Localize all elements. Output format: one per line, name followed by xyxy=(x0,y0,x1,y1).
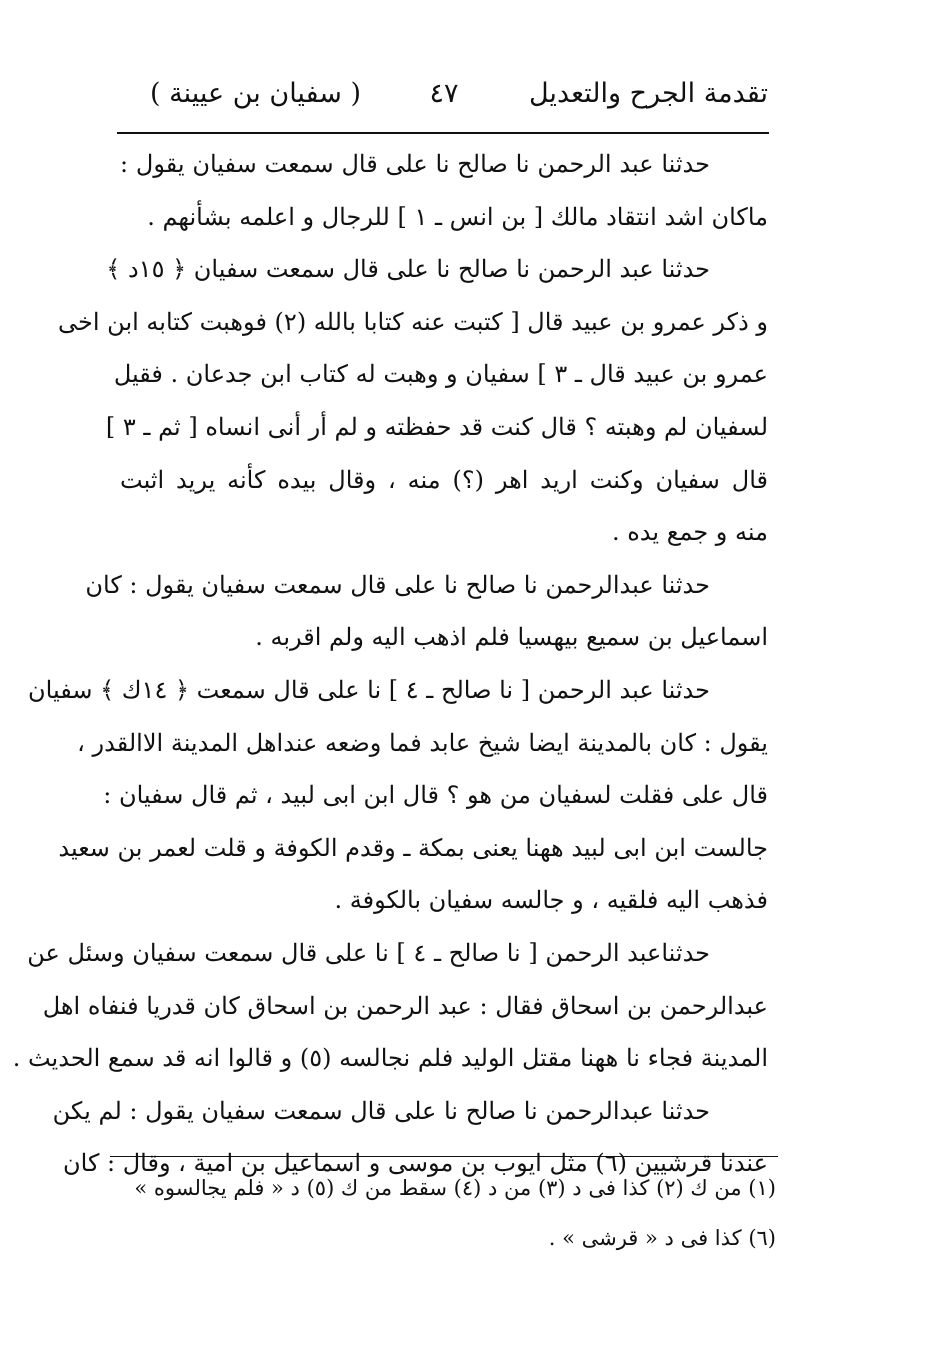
footnotes xyxy=(112,1163,776,1263)
text-line: فذهب اليه فلقيه ، و جالسه سفيان بالكوفة . xyxy=(334,886,768,915)
footnote-rule xyxy=(110,1156,778,1157)
text-line: اسماعيل بن سميع بيهسيا فلم اذهب اليه ولم اقربه . xyxy=(255,623,768,652)
text-line: حدثناعبد الرحمن [ نا صالح ـ ٤ ] نا على قال سمعت سفيان وسئل عن xyxy=(27,938,710,967)
text-line: منه و جمع يده . xyxy=(611,518,768,547)
text-line: حدثنا عبد الرحمن نا صالح نا على قال سمعت سفيان يقول : xyxy=(120,150,710,178)
section-title: ( سفيان بن عيينة ) xyxy=(150,78,361,109)
text-line: لسفيان لم وهبته ؟ قال كنت قد حفظته و لم أر أنى انساه [ ثم ـ ٣ ] xyxy=(105,412,768,441)
paragraph xyxy=(58,243,768,559)
paragraph xyxy=(120,138,768,243)
text-line: عندنا قرشيين (٦) مثل ايوب بن موسى و اسماعيل بن امية ، وقال : كان xyxy=(63,1149,768,1178)
page-number: ٤٧ xyxy=(429,78,459,109)
footnote-line: (٦) كذا فى د « قرشى » . xyxy=(548,1226,776,1250)
text-line: المدينة فجاء نا ههنا مقتل الوليد فلم نجالسه (٥) و قالوا انه قد سمع الحديث . xyxy=(12,1044,768,1073)
header-rule xyxy=(117,132,769,134)
paragraph xyxy=(85,559,768,664)
text-line: جالست ابن ابى لبيد ههنا يعنى بمكة ـ وقدم الكوفة و قلت لعمر بن سعيد xyxy=(58,833,768,862)
body-text xyxy=(12,138,768,1190)
paragraph xyxy=(12,927,768,1085)
text-line: حدثنا عبد الرحمن [ نا صالح ـ ٤ ] نا على قال سمعت ﴿ ١٤ك ﴾ سفيان xyxy=(28,675,710,704)
text-line: عبدالرحمن بن اسحاق فقال : عبد الرحمن بن اسحاق كان قدريا فنفاه اهل xyxy=(42,991,768,1020)
book-title: تقدمة الجرح والتعديل xyxy=(528,78,768,109)
text-line: قال سفيان وكنت اريد اهر (؟) منه ، وقال بيده كأنه يريد اثبت xyxy=(120,465,768,494)
footnote-line: (١) من ك (٢) كذا فى د (٣) من د (٤) سقط من ك (٥) د « فلم يجالسوه » xyxy=(134,1176,776,1200)
running-header xyxy=(120,78,768,128)
paragraph xyxy=(28,664,768,927)
text-line: يقول : كان بالمدينة ايضا شيخ عابد فما وضعه عنداهل المدينة الاالقدر ، xyxy=(77,728,768,757)
text-line: حدثنا عبد الرحمن نا صالح نا على قال سمعت سفيان ﴿ ١٥د ﴾ xyxy=(106,255,710,284)
text-line: عمرو بن عبيد قال ـ ٣ ] سفيان و وهبت له كتاب ابن جدعان . فقيل xyxy=(113,360,768,389)
text-line: حدثنا عبدالرحمن نا صالح نا على قال سمعت سفيان يقول : لم يكن xyxy=(52,1096,710,1125)
text-line: حدثنا عبدالرحمن نا صالح نا على قال سمعت سفيان يقول : كان xyxy=(85,570,710,599)
text-line: و ذكر عمرو بن عبيد قال [ كتبت عنه كتابا بالله (٢) فوهبت كتابه ابن اخى xyxy=(58,307,768,336)
text-line: قال على فقلت لسفيان من هو ؟ قال ابن ابى لبيد ، ثم قال سفيان : xyxy=(103,781,768,810)
text-line: ماكان اشد انتقاد مالك [ بن انس ـ ١ ] للرجال و اعلمه بشأنهم . xyxy=(147,202,768,231)
